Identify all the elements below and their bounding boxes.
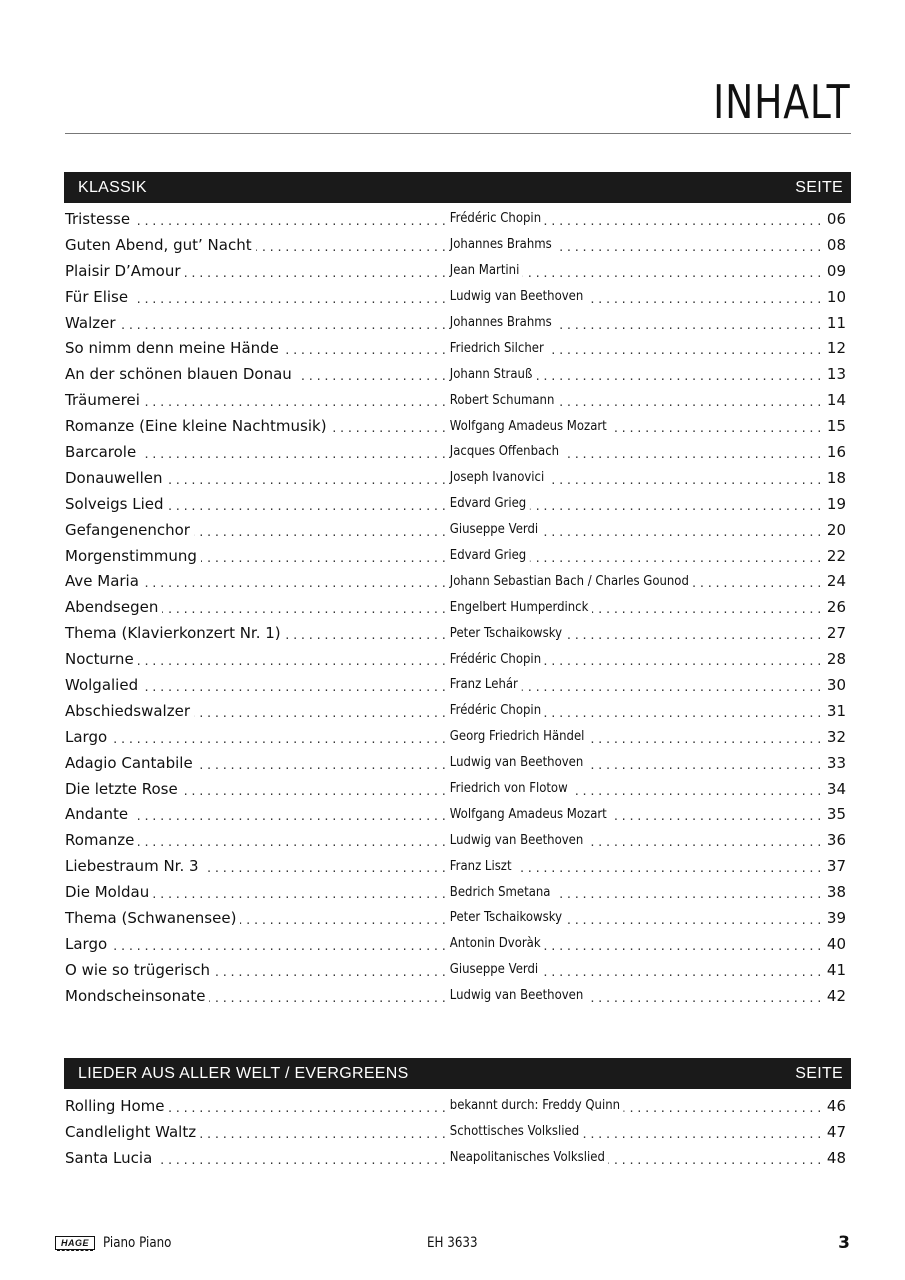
entry-composer: Joseph Ivanovici	[448, 465, 548, 491]
toc-entry	[65, 931, 846, 957]
entry-composer: Johannes Brahms	[448, 232, 555, 258]
entry-composer: Jean Martini	[448, 258, 523, 284]
entry-composer: Franz Liszt	[448, 853, 515, 879]
entry-page: 24	[824, 568, 846, 594]
publisher-logo: HAGE	[55, 1236, 95, 1250]
section-page-label: SEITE	[795, 178, 843, 196]
entry-title: Rolling Home	[65, 1093, 169, 1119]
entry-composer: Georg Friedrich Händel	[448, 724, 588, 750]
entry-composer: Frédéric Chopin	[448, 206, 545, 232]
toc-entry	[65, 983, 846, 1009]
entry-title: An der schönen blauen Donau	[65, 361, 296, 387]
toc-entry	[65, 517, 846, 543]
toc-entry	[65, 1145, 846, 1171]
entry-composer: Edvard Grieg	[448, 543, 530, 569]
toc-entry	[65, 905, 846, 931]
toc-entry	[65, 957, 846, 983]
toc-list-lieder	[65, 1093, 846, 1171]
page-title: INHALT	[712, 75, 850, 129]
toc-entry	[65, 776, 846, 802]
entry-page: 47	[824, 1119, 846, 1145]
entry-composer: Ludwig van Beethoven	[448, 983, 587, 1009]
toc-entry	[65, 310, 846, 336]
entry-title: Die Moldau	[65, 879, 153, 905]
entry-composer: Ludwig van Beethoven	[448, 284, 587, 310]
toc-entry	[65, 335, 846, 361]
entry-title: Ave Maria	[65, 568, 143, 594]
entry-title: Wolgalied	[65, 672, 142, 698]
entry-page: 31	[824, 698, 846, 724]
entry-title: Romanze	[65, 827, 138, 853]
entry-page: 28	[824, 646, 846, 672]
entry-title: Träumerei	[65, 387, 144, 413]
entry-composer: Engelbert Humperdinck	[448, 594, 592, 620]
entry-page: 19	[824, 491, 846, 517]
entry-composer: Friedrich von Flotow	[448, 776, 571, 802]
entry-title: Gefangenenchor	[65, 517, 194, 543]
entry-composer: Wolfgang Amadeus Mozart	[448, 413, 610, 439]
entry-page: 42	[824, 983, 846, 1009]
entry-composer: Peter Tschaikowsky	[448, 620, 566, 646]
entry-title: Romanze (Eine kleine Nachtmusik)	[65, 413, 331, 439]
entry-composer: Neapolitanisches Volkslied	[448, 1145, 608, 1171]
entry-composer: Giuseppe Verdi	[448, 517, 542, 543]
entry-title: Walzer	[65, 310, 120, 336]
entry-composer: Jacques Offenbach	[448, 439, 563, 465]
toc-entry	[65, 491, 846, 517]
entry-composer: Johannes Brahms	[448, 310, 555, 336]
entry-page: 22	[824, 543, 846, 569]
entry-composer: bekannt durch: Freddy Quinn	[448, 1093, 624, 1119]
entry-page: 33	[824, 750, 846, 776]
entry-title: Thema (Schwanensee)	[65, 905, 240, 931]
toc-entry	[65, 387, 846, 413]
toc-entry	[65, 594, 846, 620]
toc-entry	[65, 258, 846, 284]
entry-page: 36	[824, 827, 846, 853]
entry-title: Liebestraum Nr. 3	[65, 853, 203, 879]
entry-page: 14	[824, 387, 846, 413]
entry-page: 16	[824, 439, 846, 465]
title-rule	[65, 133, 851, 134]
entry-title: Plaisir D’Amour	[65, 258, 185, 284]
entry-composer: Franz Lehár	[448, 672, 521, 698]
entry-title: O wie so trügerisch	[65, 957, 214, 983]
entry-page: 09	[824, 258, 846, 284]
entry-title: Die letzte Rose	[65, 776, 182, 802]
page-footer	[55, 1235, 850, 1255]
toc-entry	[65, 1119, 846, 1145]
entry-page: 15	[824, 413, 846, 439]
toc-entry	[65, 543, 846, 569]
entry-composer: Friedrich Silcher	[448, 335, 547, 361]
entry-title: Für Elise	[65, 284, 132, 310]
toc-entry	[65, 827, 846, 853]
entry-composer: Johann Strauß	[448, 361, 536, 387]
toc-list-klassik	[65, 206, 846, 1009]
entry-page: 30	[824, 672, 846, 698]
catalog-number: EH 3633	[427, 1235, 478, 1251]
entry-title: Adagio Cantabile	[65, 750, 197, 776]
toc-entry	[65, 698, 846, 724]
entry-title: Mondscheinsonate	[65, 983, 209, 1009]
entry-title: Abschiedswalzer	[65, 698, 194, 724]
entry-title: Donauwellen	[65, 465, 167, 491]
entry-page: 27	[824, 620, 846, 646]
entry-composer: Giuseppe Verdi	[448, 957, 542, 983]
toc-entry	[65, 361, 846, 387]
section-heading: KLASSIK	[78, 178, 147, 196]
entry-page: 37	[824, 853, 846, 879]
toc-entry	[65, 879, 846, 905]
entry-composer: Bedrich Smetana	[448, 879, 554, 905]
toc-entry	[65, 1093, 846, 1119]
entry-title: Tristesse	[65, 206, 134, 232]
entry-composer: Schottisches Volkslied	[448, 1119, 583, 1145]
entry-page: 41	[824, 957, 846, 983]
entry-composer: Peter Tschaikowsky	[448, 905, 566, 931]
entry-title: Santa Lucia	[65, 1145, 156, 1171]
toc-entry	[65, 284, 846, 310]
entry-page: 08	[824, 232, 846, 258]
entry-title: Abendsegen	[65, 594, 162, 620]
toc-entry	[65, 672, 846, 698]
toc-entry	[65, 620, 846, 646]
toc-entry	[65, 206, 846, 232]
entry-page: 12	[824, 335, 846, 361]
page-number: 3	[838, 1233, 850, 1253]
entry-page: 26	[824, 594, 846, 620]
toc-entry	[65, 439, 846, 465]
book-title: Piano Piano	[103, 1235, 172, 1251]
entry-page: 18	[824, 465, 846, 491]
section-page-label: SEITE	[795, 1064, 843, 1082]
section-heading: LIEDER AUS ALLER WELT / EVERGREENS	[78, 1064, 409, 1082]
toc-entry	[65, 750, 846, 776]
toc-entry	[65, 568, 846, 594]
entry-page: 34	[824, 776, 846, 802]
entry-composer: Ludwig van Beethoven	[448, 750, 587, 776]
entry-title: Largo	[65, 931, 111, 957]
entry-composer: Antonin Dvoràk	[448, 931, 544, 957]
entry-composer: Johann Sebastian Bach / Charles Gounod	[448, 568, 693, 594]
entry-composer: Robert Schumann	[448, 387, 558, 413]
entry-page: 11	[824, 310, 846, 336]
entry-page: 10	[824, 284, 846, 310]
entry-page: 06	[824, 206, 846, 232]
entry-composer: Frédéric Chopin	[448, 646, 545, 672]
entry-page: 40	[824, 931, 846, 957]
entry-title: Thema (Klavierkonzert Nr. 1)	[65, 620, 285, 646]
entry-composer: Ludwig van Beethoven	[448, 827, 587, 853]
section-header-lieder	[64, 1058, 851, 1089]
section-header-klassik	[64, 172, 851, 203]
entry-page: 20	[824, 517, 846, 543]
entry-page: 48	[824, 1145, 846, 1171]
toc-entry	[65, 724, 846, 750]
entry-title: Barcarole	[65, 439, 140, 465]
entry-page: 38	[824, 879, 846, 905]
entry-page: 39	[824, 905, 846, 931]
entry-page: 46	[824, 1093, 846, 1119]
entry-title: Candlelight Waltz	[65, 1119, 200, 1145]
toc-entry	[65, 801, 846, 827]
entry-composer: Edvard Grieg	[448, 491, 530, 517]
entry-title: Solveigs Lied	[65, 491, 168, 517]
entry-title: Guten Abend, gut’ Nacht	[65, 232, 256, 258]
entry-page: 32	[824, 724, 846, 750]
toc-entry	[65, 646, 846, 672]
toc-entry	[65, 413, 846, 439]
entry-title: Morgenstimmung	[65, 543, 201, 569]
entry-composer: Wolfgang Amadeus Mozart	[448, 801, 610, 827]
entry-composer: Frédéric Chopin	[448, 698, 545, 724]
entry-page: 35	[824, 801, 846, 827]
toc-entry	[65, 465, 846, 491]
entry-title: Andante	[65, 801, 132, 827]
entry-title: Largo	[65, 724, 111, 750]
toc-entry	[65, 853, 846, 879]
toc-entry	[65, 232, 846, 258]
entry-page: 13	[824, 361, 846, 387]
entry-title: Nocturne	[65, 646, 138, 672]
entry-title: So nimm denn meine Hände	[65, 335, 283, 361]
